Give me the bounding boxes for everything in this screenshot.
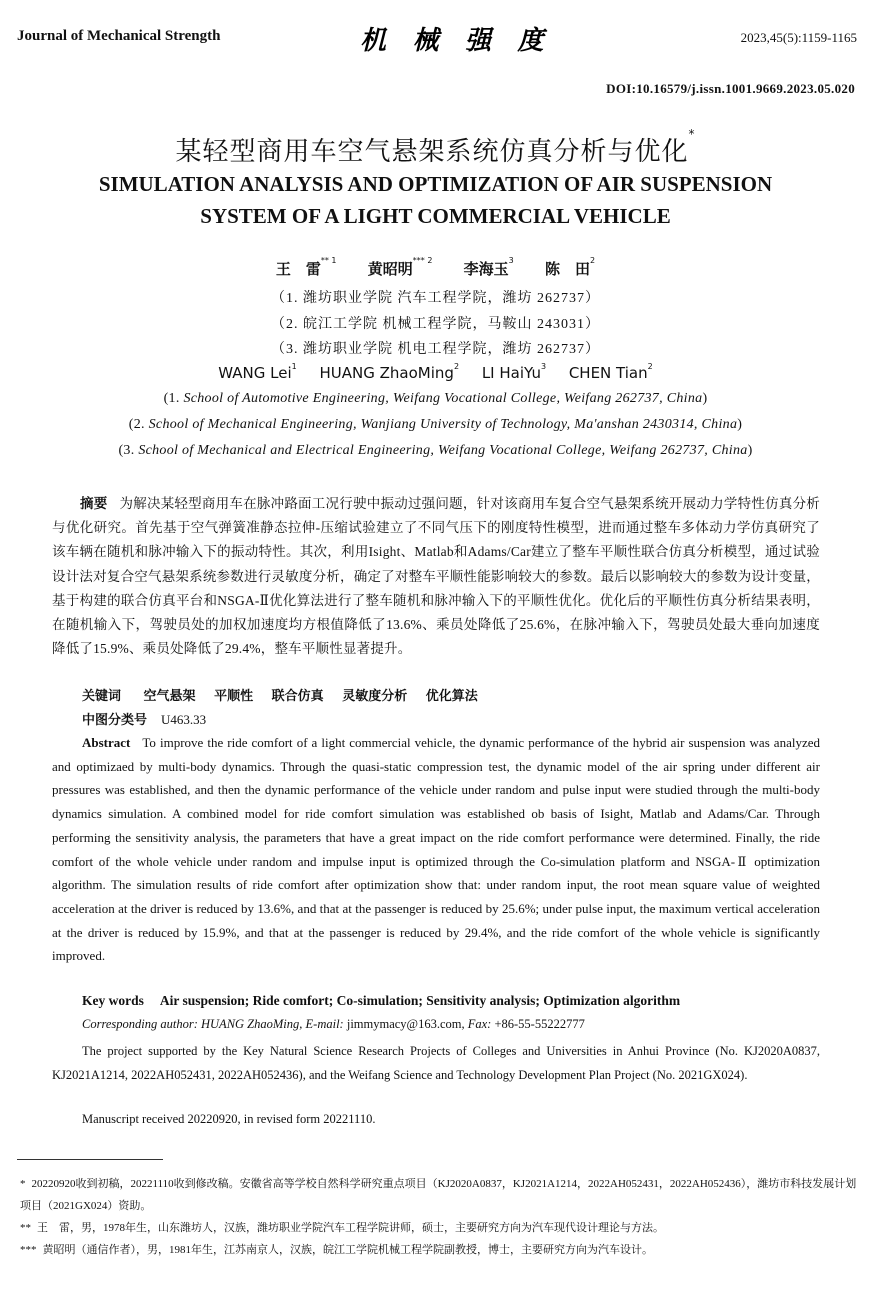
- author-en: WANG Lei$^1$: [218, 362, 297, 382]
- affiliation-cn: （2. 皖江工学院 机械工程学院，马鞍山 243031）: [271, 317, 600, 332]
- abstract-cn-label: 摘要: [80, 496, 108, 512]
- abstract-en-text: To improve the ride comfort of a light commercial vehicle, the dynamic performance of the hybrid air suspension was analyzed and optimizaed by multi-body dynamics. Through the quasi-static compression test, the dynamic model of the air spring under different air pressures was established, and then the dynamic performance of the vehicle under random and pulse input were studied through the multi-body dynamics simulation. A combined model for ride comfort simulation was established ob basis of Isight, Matlab and Adams/Car. Through performing the sensitivity analysis, the parameters that have a great impact on the ride comfort performance were determined. Finally, the ride comfort of the whole vehicle under random and impulse input is optimized through the Co-simulation platform and NSGA-Ⅱ optimization algorithm. The simulation results of ride comfort after optimization show that: under random input, the root mean square value of weighted acceleration at the driver is reduced by 13.6%, and that at the passenger is reduced by 25.6%; under pulse input, the maximum vertical acceleration at the driver is reduced by 15.9%, and that at the passenger is reduced by 29.4%, and the ride comfort of the whole vehicle is significantly improved.: [52, 735, 820, 964]
- abstract-cn-text: 为解决某轻型商用车在脉冲路面工况行驶中振动过强问题，针对该商用车复合空气悬架系统开展动力学特性仿真分析与优化研究。首先基于空气弹簧准静态拉伸-压缩试验建立了不同气压下的刚度特性模型，进而通过整车多体动力学仿真研究了该车辆在随机和脉冲输入下的振动特性。其次，利用Isight、Matlab和Adams/Car建立了整车平顺性联合仿真分析模型，通过试验设计法对复合空气悬架系统参数进行灵敏度分析，确定了对整车平顺性能影响较大的参数。最后以影响较大的参数为设计变量，基于构建的联合仿真平台和NSGA-Ⅱ优化算法进行了整车随机和脉冲输入下的平顺性优化。优化后的平顺性仿真分析结果表明，在随机输入下，驾驶员处的加权加速度均方根值降低了13.6%、乘员处降低了25.6%，在脉冲输入下，驾驶员处最大垂向加速度降低了15.9%、乘员处降低了29.4%，整车平顺性显著提升。: [52, 496, 821, 657]
- footnote-mark: ***: [20, 1244, 37, 1256]
- footnote-mark: *: [20, 1178, 26, 1190]
- keyword-cn: 优化算法: [425, 689, 478, 704]
- footnote-divider: [17, 1159, 163, 1160]
- author-cn: 王 雷$^{** 1}$: [275, 256, 337, 278]
- corresponding-name: HUANG ZhaoMing: [201, 1017, 300, 1031]
- footnote-text: 20220920收到初稿，20221110收到修改稿。安徽省高等学校自然科学研究重点项目（KJ2020A0837，KJ2021A1214，2022AH052431，2022AH052436），潍坊市科技发展计划项目（2021GX024）资助。: [20, 1178, 857, 1212]
- footnote-text: 黄昭明（通信作者），男，1981年生，江苏南京人，汉族，皖江工学院机械工程学院副教授，博士，主要研究方向为汽车设计。: [42, 1244, 653, 1256]
- title-en-line2: SYSTEM OF A LIGHT COMMERCIAL VEHICLE: [200, 204, 671, 228]
- footnote-text: 王 雷，男，1978年生，山东潍坊人，汉族，潍坊职业学院汽车工程学院讲师，硕士，主要研究方向为汽车现代设计理论与方法。: [37, 1222, 664, 1234]
- clc-number: [82, 709, 206, 728]
- keywords-en-text: Air suspension; Ride comfort; Co-simulation; Sensitivity analysis; Optimization algorithm: [159, 993, 681, 1008]
- journal-header: [17, 20, 857, 56]
- authors-en: [0, 364, 871, 382]
- title-cn: [0, 127, 871, 168]
- author-cn: 陈 田$^2$: [545, 256, 596, 278]
- authors-cn: [0, 258, 871, 279]
- journal-issue: 2023,45(5):1159-1165: [740, 30, 857, 45]
- keyword-cn: 联合仿真: [271, 689, 324, 704]
- corresponding-fax: +86-55-55222777: [494, 1017, 585, 1031]
- journal-logo: 机 械 强 度: [360, 26, 554, 55]
- clc-label: 中图分类号: [82, 713, 148, 728]
- title-cn-text: 某轻型商用车空气悬架系统仿真分析与优化: [175, 137, 689, 167]
- title-footnote-mark: *: [688, 127, 696, 141]
- affiliation-cn: （1. 潍坊职业学院 汽车工程学院，潍坊 262737）: [271, 291, 600, 306]
- affiliation-en: (2. School of Mechanical Engineering, Wanjiang University of Technology, Ma'anshan 2430314, China): [128, 417, 743, 432]
- author-cn: 黄昭明$^{*** 2}$: [367, 256, 433, 278]
- clc-value: U463.33: [161, 712, 207, 727]
- journal-name: Journal of Mechanical Strength: [17, 28, 221, 44]
- footnote: [20, 1239, 858, 1261]
- corresponding-author: Corresponding author: HUANG ZhaoMing, E-mail: jimmymacy@163.com, Fax: +86-55-55222777: [82, 1017, 585, 1031]
- abstract-en: [52, 731, 820, 968]
- author-en: HUANG ZhaoMing$^2$: [319, 362, 460, 382]
- keywords-cn: [82, 685, 492, 704]
- footnote-mark: **: [20, 1222, 31, 1234]
- abstract-cn: [52, 492, 820, 661]
- abstract-en-label: Abstract: [82, 735, 131, 750]
- keywords-en: [82, 993, 680, 1009]
- project-funding: The project supported by the Key Natural Science Research Projects of Colleges and Universities in Anhui Province (No. KJ2020A0837, KJ2021A1214, 2022AH052431, 2022AH052436), and the Weifang Science and Technology Development Plan Project (No. 2021GX024).: [52, 1044, 820, 1082]
- keywords-cn-label: 关键词: [82, 689, 122, 704]
- title-en-line1: SIMULATION ANALYSIS AND OPTIMIZATION OF AIR SUSPENSION: [98, 172, 773, 196]
- keyword-cn: 平顺性: [214, 689, 254, 704]
- keywords-en-label: Key words: [82, 993, 144, 1008]
- footnote: [20, 1173, 858, 1217]
- keyword-cn: 灵敏度分析: [342, 689, 408, 704]
- keyword-cn: 空气悬架: [143, 689, 196, 704]
- author-en: LI HaiYu$^3$: [481, 362, 547, 382]
- footnote: [20, 1217, 858, 1239]
- title-en: [0, 168, 871, 232]
- affiliation-en: (1. School of Automotive Engineering, Weifang Vocational College, Weifang 262737, China): [163, 391, 708, 406]
- author-cn: 李海玉$^3$: [463, 256, 514, 278]
- doi[interactable]: DOI:10.16579/j.issn.1001.9669.2023.05.020: [606, 81, 855, 96]
- corresponding-email[interactable]: jimmymacy@163.com: [346, 1017, 462, 1031]
- affiliation-en: (3. School of Mechanical and Electrical Engineering, Weifang Vocational College, Weifang 262737, China): [118, 443, 753, 458]
- manuscript-received: Manuscript received 20220920, in revised form 20221110.: [82, 1112, 376, 1126]
- affiliation-cn: （3. 潍坊职业学院 机电工程学院，潍坊 262737）: [271, 342, 600, 357]
- author-en: CHEN Tian$^2$: [568, 362, 653, 382]
